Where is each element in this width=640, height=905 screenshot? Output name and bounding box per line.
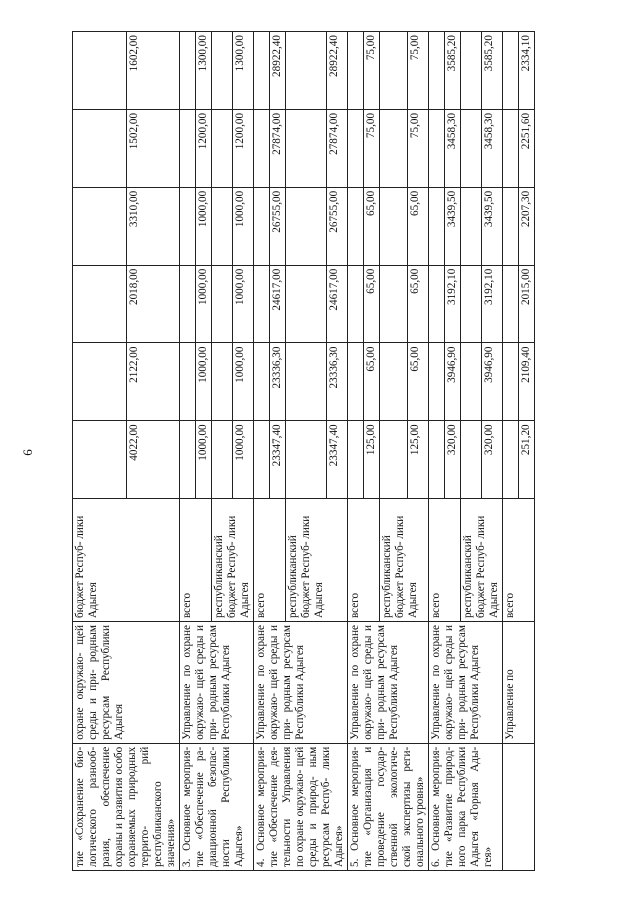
value-cell: 3946,90 xyxy=(482,343,503,421)
empty-value-cell xyxy=(286,265,327,343)
table-body xyxy=(73,32,535,871)
empty-value-cell xyxy=(348,109,364,187)
value-cell: 3585,20 xyxy=(445,32,461,110)
empty-value-cell xyxy=(212,32,233,110)
empty-value-cell xyxy=(348,187,364,265)
value-cell: 26755,00 xyxy=(270,187,286,265)
value-cell: 4022,00 xyxy=(126,421,180,499)
value-cell: 3458,30 xyxy=(482,109,503,187)
value-cell: 75,00 xyxy=(364,109,380,187)
empty-value-cell xyxy=(286,187,327,265)
empty-value-cell xyxy=(429,32,445,110)
value-cell: 125,00 xyxy=(408,421,429,499)
value-cell: 3310,00 xyxy=(126,187,180,265)
empty-value-cell xyxy=(380,32,408,110)
empty-value-cell xyxy=(73,265,127,343)
empty-value-cell xyxy=(254,32,270,110)
empty-value-cell xyxy=(180,32,196,110)
empty-value-cell xyxy=(73,109,127,187)
table-row xyxy=(254,32,270,871)
funding-source-cell: бюджет Респуб- лики Адыгея xyxy=(73,499,180,622)
value-cell: 27874,00 xyxy=(327,109,348,187)
value-cell: 3946,90 xyxy=(445,343,461,421)
value-cell: 3458,30 xyxy=(445,109,461,187)
empty-value-cell xyxy=(380,109,408,187)
empty-value-cell xyxy=(254,187,270,265)
measure-cell: 3. Основное мероприя- тие «Обеспечение ра- диационной безопас- ности Республики Адыгея» xyxy=(180,743,254,870)
funding-source-cell: всего xyxy=(180,499,212,622)
table-row xyxy=(73,32,127,871)
value-cell: 1000,00 xyxy=(233,265,254,343)
empty-value-cell xyxy=(286,32,327,110)
empty-value-cell xyxy=(503,421,519,499)
value-cell: 1200,00 xyxy=(196,109,212,187)
empty-value-cell xyxy=(180,421,196,499)
funding-source-cell: республиканский бюджет Респуб- лики Адыгея xyxy=(212,499,254,622)
funding-source-cell: республиканский бюджет Респуб- лики Адыгея xyxy=(380,499,429,622)
value-cell: 23347,40 xyxy=(327,421,348,499)
budget-table xyxy=(72,31,535,871)
empty-value-cell xyxy=(73,187,127,265)
value-cell: 28922,40 xyxy=(327,32,348,110)
value-cell: 1000,00 xyxy=(196,265,212,343)
value-cell: 1000,00 xyxy=(233,421,254,499)
funding-source-cell: всего xyxy=(348,499,380,622)
table-row xyxy=(180,32,196,871)
value-cell: 65,00 xyxy=(408,265,429,343)
empty-value-cell xyxy=(429,187,445,265)
empty-value-cell xyxy=(286,343,327,421)
value-cell: 2251,60 xyxy=(519,109,535,187)
empty-value-cell xyxy=(503,109,519,187)
empty-value-cell xyxy=(254,265,270,343)
empty-value-cell xyxy=(429,109,445,187)
value-cell: 26755,00 xyxy=(327,187,348,265)
value-cell: 75,00 xyxy=(408,109,429,187)
empty-value-cell xyxy=(180,109,196,187)
empty-value-cell xyxy=(503,187,519,265)
value-cell: 2018,00 xyxy=(126,265,180,343)
empty-value-cell xyxy=(461,109,482,187)
value-cell: 65,00 xyxy=(408,187,429,265)
empty-value-cell xyxy=(254,343,270,421)
empty-value-cell xyxy=(73,421,127,499)
empty-value-cell xyxy=(429,343,445,421)
value-cell: 75,00 xyxy=(364,32,380,110)
value-cell: 3192,10 xyxy=(445,265,461,343)
value-cell: 23336,30 xyxy=(327,343,348,421)
value-cell: 23347,40 xyxy=(270,421,286,499)
value-cell: 1000,00 xyxy=(196,343,212,421)
value-cell: 65,00 xyxy=(408,343,429,421)
value-cell: 2122,00 xyxy=(126,343,180,421)
empty-value-cell xyxy=(348,421,364,499)
empty-value-cell xyxy=(461,421,482,499)
funding-source-cell: всего xyxy=(503,499,535,622)
empty-value-cell xyxy=(429,421,445,499)
value-cell: 1000,00 xyxy=(233,187,254,265)
executor-cell: Управление по охране окружаю- щей среды и при- родным ресурсам Республики Адыгея xyxy=(348,622,429,744)
funding-source-cell: республиканский бюджет Респуб- лики Адыгея xyxy=(461,499,503,622)
executor-cell: Управление по охране окружаю- щей среды и при- родным ресурсам Республики Адыгея xyxy=(180,622,254,744)
value-cell: 251,20 xyxy=(519,421,535,499)
empty-value-cell xyxy=(212,187,233,265)
executor-cell: Управление по охране окружаю- щей среды и при- родным ресурсам Республики Адыгея xyxy=(429,622,503,744)
empty-value-cell xyxy=(286,421,327,499)
empty-value-cell xyxy=(461,265,482,343)
empty-value-cell xyxy=(73,32,127,110)
empty-value-cell xyxy=(461,343,482,421)
value-cell: 3439,50 xyxy=(445,187,461,265)
value-cell: 23336,30 xyxy=(270,343,286,421)
empty-value-cell xyxy=(73,343,127,421)
value-cell: 3585,20 xyxy=(482,32,503,110)
empty-value-cell xyxy=(380,343,408,421)
value-cell: 1502,00 xyxy=(126,109,180,187)
value-cell: 65,00 xyxy=(364,265,380,343)
empty-value-cell xyxy=(461,187,482,265)
value-cell: 1200,00 xyxy=(233,109,254,187)
empty-value-cell xyxy=(286,109,327,187)
funding-source-cell: всего xyxy=(429,499,461,622)
empty-value-cell xyxy=(180,343,196,421)
value-cell: 3439,50 xyxy=(482,187,503,265)
funding-source-cell: всего xyxy=(254,499,286,622)
empty-value-cell xyxy=(180,265,196,343)
value-cell: 24617,00 xyxy=(327,265,348,343)
empty-value-cell xyxy=(380,421,408,499)
value-cell: 27874,00 xyxy=(270,109,286,187)
empty-value-cell xyxy=(380,187,408,265)
funding-source-cell: республиканский бюджет Респуб- лики Адыгея xyxy=(286,499,348,622)
empty-value-cell xyxy=(503,343,519,421)
empty-value-cell xyxy=(254,109,270,187)
empty-value-cell xyxy=(503,265,519,343)
executor-cell: Управление по xyxy=(503,622,535,744)
value-cell: 1000,00 xyxy=(196,187,212,265)
empty-value-cell xyxy=(212,265,233,343)
value-cell: 320,00 xyxy=(482,421,503,499)
measure-cell: 6. Основное мероприя- тие «Развитие природ- ного парка Республики Адыгея «Горная Ады- гея» xyxy=(429,743,503,870)
page-number: 6 xyxy=(20,449,35,456)
measure-cell: 5. Основное мероприя- тие «Организация и проведение государ- ственной экологиче- ской экспертизы реги- онального уровня» xyxy=(348,743,429,870)
empty-value-cell xyxy=(429,265,445,343)
value-cell: 1000,00 xyxy=(233,343,254,421)
executor-cell: Управление по охране окружаю- щей среды и при- родным ресурсам Республики Адыгея xyxy=(254,622,348,744)
empty-value-cell xyxy=(348,32,364,110)
table-row xyxy=(348,32,364,871)
value-cell: 320,00 xyxy=(445,421,461,499)
empty-value-cell xyxy=(212,109,233,187)
value-cell: 1300,00 xyxy=(196,32,212,110)
value-cell: 65,00 xyxy=(364,343,380,421)
value-cell: 2334,10 xyxy=(519,32,535,110)
table-row xyxy=(429,32,445,871)
measure-cell: тие «Сохранение био- логического разнооб- разия, обеспечение охраны и развития особо охраняемых природных террито- рий республиканского значения» xyxy=(73,743,180,870)
value-cell: 2015,00 xyxy=(519,265,535,343)
empty-value-cell xyxy=(180,187,196,265)
value-cell: 3192,10 xyxy=(482,265,503,343)
empty-value-cell xyxy=(461,32,482,110)
value-cell: 1602,00 xyxy=(126,32,180,110)
value-cell: 65,00 xyxy=(364,187,380,265)
empty-value-cell xyxy=(212,421,233,499)
value-cell: 2109,40 xyxy=(519,343,535,421)
value-cell: 1000,00 xyxy=(196,421,212,499)
value-cell: 2207,30 xyxy=(519,187,535,265)
value-cell: 75,00 xyxy=(408,32,429,110)
value-cell: 125,00 xyxy=(364,421,380,499)
empty-value-cell xyxy=(212,343,233,421)
empty-value-cell xyxy=(254,421,270,499)
empty-value-cell xyxy=(503,32,519,110)
table-row xyxy=(503,32,519,871)
value-cell: 1300,00 xyxy=(233,32,254,110)
empty-value-cell xyxy=(348,343,364,421)
empty-value-cell xyxy=(380,265,408,343)
value-cell: 28922,40 xyxy=(270,32,286,110)
empty-value-cell xyxy=(348,265,364,343)
measure-cell: 4. Основное мероприя- тие «Обеспечение дея- тельности Управления по охране окружаю- щей среды и природ- ным ресурсам Респуб- лики Адыгея» xyxy=(254,743,348,870)
executor-cell: охране окружаю- щей среды и при- родным ресурсам Республики Адыгея xyxy=(73,622,180,744)
measure-cell xyxy=(503,743,535,870)
value-cell: 24617,00 xyxy=(270,265,286,343)
